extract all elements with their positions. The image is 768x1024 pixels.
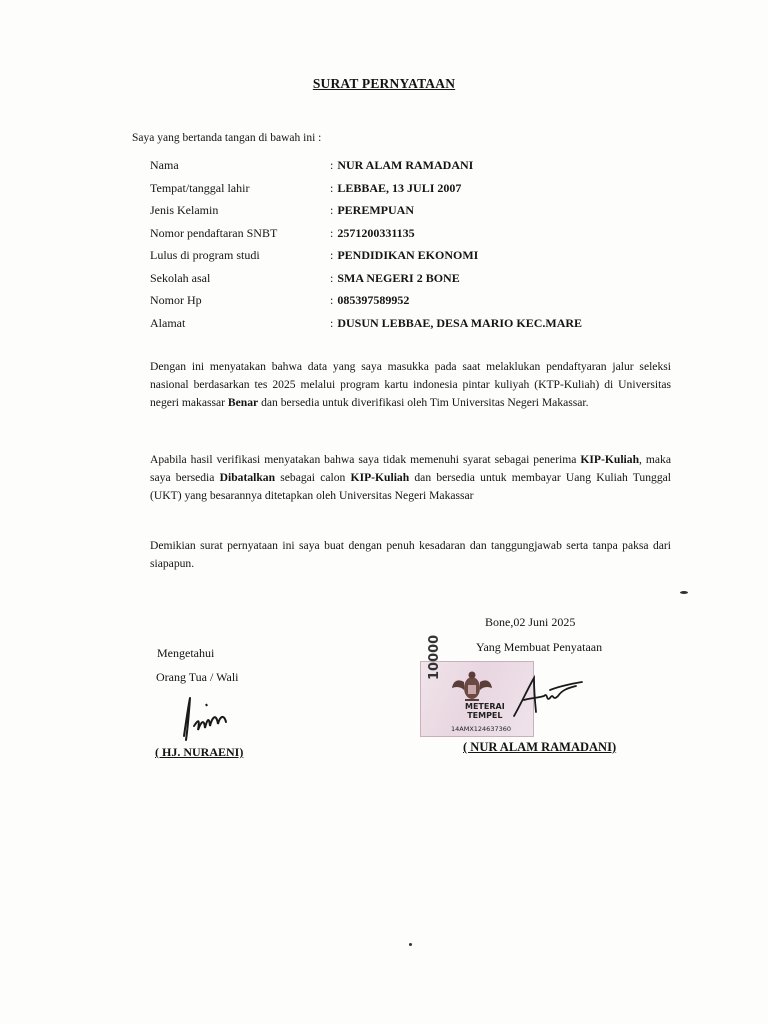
statement-paragraph-1 xyxy=(150,358,671,412)
signer-title: Yang Membuat Penyataan xyxy=(476,640,603,654)
field-value: 085397589952 xyxy=(337,293,410,307)
field-colon: : xyxy=(330,248,334,262)
field-row-gender xyxy=(150,203,710,226)
paragraph-bold-text: KIP-Kuliah xyxy=(580,453,640,466)
stamp-serial: 14AMX124637360 xyxy=(451,725,511,733)
paragraph-text: sebagai calon xyxy=(275,471,351,484)
field-label: Nomor Hp xyxy=(150,293,202,307)
field-label: Tempat/tanggal lahir xyxy=(150,180,250,195)
place-date: Bone,02 Juni 2025 xyxy=(485,615,576,629)
identity-fields xyxy=(150,158,710,338)
guardian-name: ( HJ. NURAENI) xyxy=(155,745,244,759)
paragraph-text: dan bersedia untuk diverifikasi oleh Tim Universitas Negeri Makassar. xyxy=(258,396,589,409)
paragraph-text: Apabila hasil verifikasi menyatakan bahwa saya tidak memenuhi syarat sebagai penerima xyxy=(150,453,581,466)
field-colon: : xyxy=(330,203,334,217)
statement-paragraph-2 xyxy=(150,451,671,505)
field-colon: : xyxy=(330,180,334,195)
signer-signature xyxy=(508,672,588,720)
field-row-program xyxy=(150,248,710,271)
field-value: DUSUN LEBBAE, DESA MARIO KEC.MARE xyxy=(337,315,583,330)
field-value: PENDIDIKAN EKONOMI xyxy=(337,248,479,262)
field-row-birth xyxy=(150,181,710,204)
field-label: Sekolah asal xyxy=(150,270,211,285)
field-row-address xyxy=(150,316,710,339)
field-value: PEREMPUAN xyxy=(337,203,415,217)
guardian-title: Orang Tua / Wali xyxy=(156,670,239,684)
statement-paragraph-3: Demikian surat pernyataan ini saya buat dengan penuh kesadaran dan tanggungjawab serta tanpa paksa dari siapapun. xyxy=(150,539,671,570)
field-value: SMA NEGERI 2 BONE xyxy=(337,270,460,285)
guardian-signature xyxy=(176,690,236,742)
stamp-label-line: TEMPEL xyxy=(467,711,503,720)
field-row-name xyxy=(150,158,710,181)
paragraph-text: Dengan ini menyatakan bahwa data yang saya masukka pada saat melaklukan pendaftyaran jalur seleksi nasional berdasarkan tes 2025 melalui program kartu indonesia pintar kuliyah (KTP-Kuliah) di Universitas negeri makassar xyxy=(150,360,671,409)
paragraph-bold-text: KIP-Kuliah xyxy=(350,471,410,484)
stamp-label-line: METERAI xyxy=(465,702,505,711)
field-row-school xyxy=(150,271,710,294)
field-row-phone xyxy=(150,293,710,316)
field-label: Nama xyxy=(150,158,179,172)
intro-text: Saya yang bertanda tangan di bawah ini : xyxy=(132,132,322,144)
field-value: 2571200331135 xyxy=(337,225,415,240)
field-colon: : xyxy=(330,315,334,330)
paragraph-bold-text: Dibatalkan xyxy=(219,471,276,484)
document-title: SURAT PERNYATAAN xyxy=(312,76,456,91)
field-label: Jenis Kelamin xyxy=(150,203,219,217)
acknowledged-label: Mengetahui xyxy=(157,646,215,660)
ink-speck xyxy=(409,943,412,946)
paragraph-text: dan bersedia untuk membayar Uang Kuliah Tunggal (UKT) yang besarannya ditetapkan oleh Universitas Negeri Makassar xyxy=(150,471,671,502)
field-label: Alamat xyxy=(150,315,186,330)
stamp-value: 10000 xyxy=(427,634,442,680)
signer-name: ( NUR ALAM RAMADANI) xyxy=(463,740,617,754)
paragraph-text: , maka saya bersedia xyxy=(150,453,671,484)
field-colon: : xyxy=(330,158,334,172)
field-row-snbt xyxy=(150,226,710,249)
field-label: Nomor pendaftaran SNBT xyxy=(150,225,278,240)
field-colon: : xyxy=(330,270,334,285)
ink-speck xyxy=(680,591,688,594)
field-label: Lulus di program studi xyxy=(150,248,260,262)
field-value: LEBBAE, 13 JULI 2007 xyxy=(337,180,462,195)
field-colon: : xyxy=(330,225,334,240)
field-value: NUR ALAM RAMADANI xyxy=(337,158,474,172)
field-colon: : xyxy=(330,293,334,307)
stamp-label xyxy=(465,702,505,720)
paragraph-bold-text: Benar xyxy=(227,396,259,409)
